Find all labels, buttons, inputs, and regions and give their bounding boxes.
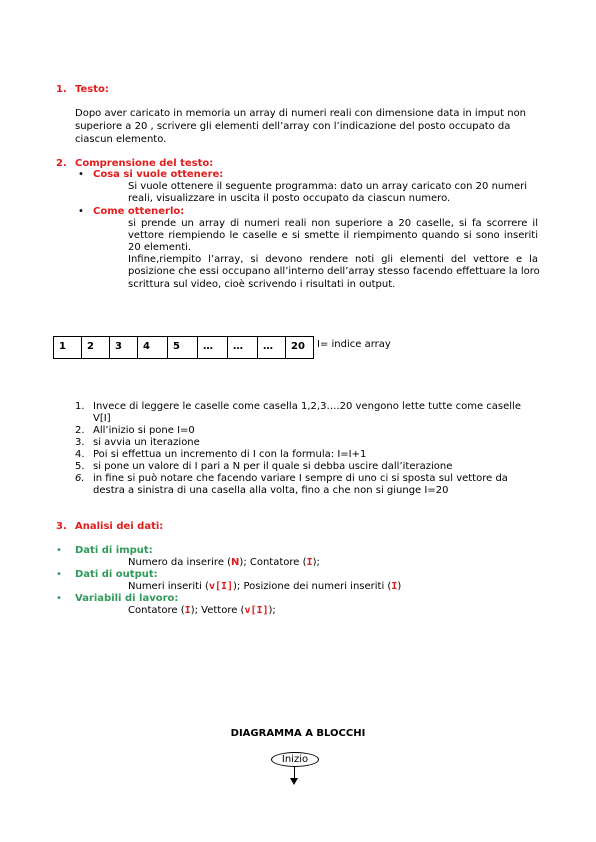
bullet-2-text-line: 20 elementi.: [128, 242, 192, 253]
diagram-title: DIAGRAMMA A BLOCCHI: [230, 728, 366, 739]
bullet-icon: •: [56, 545, 62, 556]
array-cell: 20: [286, 337, 314, 359]
input-data-text: );: [312, 557, 320, 568]
step-number: 3.: [75, 437, 85, 448]
array-cell: 3: [110, 337, 138, 359]
work-vars-line: [128, 605, 276, 616]
bullet-1-title: Cosa si vuole ottenere:: [93, 169, 224, 180]
step-text-line: Poi si effettua un incremento di I con la formula: I=I+1: [93, 449, 367, 460]
bullet-1-text-line: Si vuole ottenere il seguente programma: dato un array caricato con 20 numeri: [128, 181, 528, 192]
section-3-title: Analisi dei dati:: [75, 521, 164, 532]
output-data-title: Dati di output:: [75, 569, 158, 580]
array-cell: …: [228, 337, 258, 359]
array-cell: 2: [82, 337, 110, 359]
output-data-text: Numeri inseriti (: [128, 581, 209, 592]
bullet-icon: •: [78, 206, 84, 217]
section-2-title: Comprensione del testo:: [75, 158, 214, 169]
step-text-line: Invece di leggere le caselle come casella 1,2,3….20 vengono lette tutte come caselle: [93, 401, 521, 412]
array-index-label: I= indice array: [317, 339, 391, 350]
array-cell: 5: [168, 337, 198, 359]
work-vars-text: Contatore (: [128, 605, 185, 616]
bullet-icon: •: [78, 169, 84, 180]
section-1-number: 1.: [56, 84, 67, 95]
section-2-number: 2.: [56, 158, 67, 169]
step-text-line: si pone un valore di I pari a N per il quale si debba uscire dall’iterazione: [93, 461, 453, 472]
output-data-text: ); Posizione dei numeri inseriti (: [233, 581, 392, 592]
var-v-i: v[I]: [244, 605, 269, 616]
var-i: I: [306, 557, 313, 568]
array-cell: …: [258, 337, 286, 359]
output-data-text: ): [397, 581, 402, 592]
start-node: Inizio: [271, 752, 319, 767]
arrow-down-icon: [290, 778, 298, 785]
step-text-line: si avvia un iterazione: [93, 437, 200, 448]
input-data-title: Dati di imput:: [75, 545, 153, 556]
work-vars-title: Variabili di lavoro:: [75, 593, 179, 604]
section-3-number: 3.: [56, 521, 67, 532]
section-1-text-line: superiore a 20 , scrivere gli elementi dell’array con l’indicazione del posto occupato da: [75, 121, 511, 132]
output-data-line: [128, 581, 401, 592]
step-number: 1.: [75, 401, 85, 412]
bullet-2-title: Come ottenerlo:: [93, 206, 185, 217]
var-i: I: [391, 581, 398, 592]
work-vars-text: );: [268, 605, 276, 616]
bullet-1-text-line: reali, visualizzare in uscita il posto occupato da ciascun numero.: [128, 193, 451, 204]
bullet-icon: •: [56, 569, 62, 580]
input-data-text: ); Contatore (: [239, 557, 307, 568]
array-cell: 4: [138, 337, 168, 359]
bullet-2-text-line: scrittura sul video, cioè scrivendo i risultati in output.: [128, 279, 396, 290]
input-data-line: [128, 557, 320, 568]
section-1-title: Testo:: [75, 84, 109, 95]
step-text-line: destra a sinistra di una casella alla volta, fino a che non si giunge I=20: [93, 485, 449, 496]
var-n: N: [231, 557, 240, 568]
bullet-2-text-line: Infine,riempito l’array, si devono rendere noti gli elementi del vettore e la: [128, 254, 538, 265]
step-text-line: in fine si può notare che facendo variare I sempre di uno ci si sposta sul vettore da: [93, 473, 508, 484]
array-cell: 1: [54, 337, 82, 359]
array-table: [53, 336, 314, 359]
bullet-2-text-line: si prende un array di numeri reali non superiore a 20 caselle, si fa scorrere il: [128, 218, 538, 229]
work-vars-text: ); Vettore (: [190, 605, 245, 616]
bullet-icon: •: [56, 593, 62, 604]
var-v-i: v[I]: [208, 581, 234, 592]
step-text-line: All’inizio si pone I=0: [93, 425, 195, 436]
step-number: 5.: [75, 461, 85, 472]
section-1-text-line: Dopo aver caricato in memoria un array di numeri reali con dimensione data in imput non: [75, 108, 527, 119]
var-i: I: [184, 605, 191, 616]
array-cell: …: [198, 337, 228, 359]
bullet-2-text-line: vettore riempiendo le caselle e si smette il riempimento quando si sono inseriti: [128, 230, 538, 241]
bullet-2-text-line: posizione che essi occupano all’interno dell’array stesso facendo effettuare la loro: [128, 266, 540, 277]
input-data-text: Numero da inserire (: [128, 557, 232, 568]
section-1-text-line: ciascun elemento.: [75, 134, 167, 145]
step-number: 2.: [75, 425, 85, 436]
step-number: 6.: [75, 473, 85, 484]
step-number: 4.: [75, 449, 85, 460]
step-text-line: V[I]: [93, 413, 111, 424]
